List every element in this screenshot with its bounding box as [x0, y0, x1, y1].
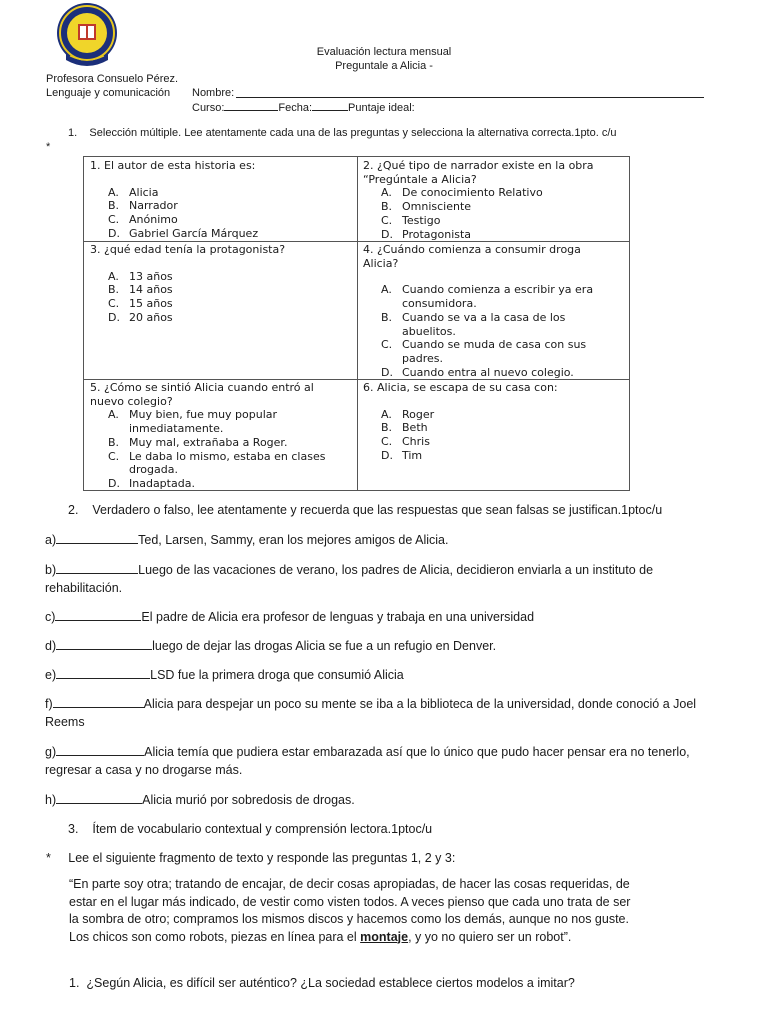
comprehension-question [69, 976, 575, 990]
item-statement: Alicia para despejar un poco su mente se iba a la biblioteca de la universidad, donde conoció a Joel Reems [45, 697, 697, 729]
option-letter: D. [108, 310, 120, 324]
option-text: 20 años [129, 310, 173, 324]
answer-option[interactable] [90, 408, 354, 435]
question-cell [357, 157, 629, 241]
answer-option[interactable] [363, 449, 629, 463]
option-letter: D. [108, 476, 120, 490]
option-text: Narrador [129, 199, 178, 213]
option-letter: A. [108, 269, 119, 283]
item-statement: Luego de las vacaciones de verano, los padres de Alicia, decidieron enviarla a un instituto de rehabilitación. [45, 563, 654, 595]
answer-option[interactable] [363, 408, 629, 422]
section-number: 1. [68, 127, 78, 139]
answer-blank[interactable] [55, 609, 141, 621]
answer-option[interactable] [363, 186, 629, 200]
multiple-choice-table [83, 156, 630, 491]
nombre-label: Nombre: [192, 87, 235, 99]
answer-option[interactable] [90, 213, 357, 227]
question-cell [84, 157, 357, 241]
answer-option[interactable] [90, 227, 357, 241]
reading-instruction: Lee el siguiente fragmento de texto y responde las preguntas 1, 2 y 3: [68, 851, 456, 865]
option-letter: C. [381, 435, 393, 449]
question-cell [357, 241, 611, 379]
option-text: Le daba lo mismo, estaba en clases drogada. [129, 449, 326, 477]
prompt-line: Alicia? [363, 256, 399, 270]
item-label: e) [45, 668, 57, 682]
puntaje-label: Puntaje ideal: [348, 102, 415, 114]
answer-blank[interactable] [56, 744, 144, 756]
section-number: 3. [68, 822, 79, 836]
option-text: Muy bien, fue muy popular inmediatamente. [129, 408, 278, 436]
item-statement: El padre de Alicia era profesor de lenguas y trabaja en una universidad [141, 610, 535, 624]
option-text: Tim [402, 448, 423, 462]
option-letter: B. [381, 310, 393, 324]
question-text: ¿Según Alicia, es difícil ser auténtico? ¿La sociedad establece ciertos modelos a imitar? [86, 976, 575, 990]
true-false-item [45, 531, 725, 549]
item-statement: Ted, Larsen, Sammy, eran los mejores amigos de Alicia. [138, 533, 449, 547]
answer-blank[interactable] [56, 638, 152, 650]
true-false-item [45, 561, 725, 597]
option-letter: C. [381, 338, 393, 352]
item-label: d) [45, 639, 57, 653]
option-text: Omnisciente [402, 200, 472, 214]
true-false-item [45, 608, 725, 626]
option-letter: D. [108, 226, 120, 240]
option-text: Anónimo [129, 213, 178, 227]
answer-option[interactable] [90, 450, 354, 477]
item-statement: LSD fue la primera droga que consumió Alicia [150, 668, 404, 682]
answer-option[interactable] [363, 283, 611, 310]
option-letter: A. [381, 407, 392, 421]
question-cell [84, 379, 354, 491]
answer-option[interactable] [90, 186, 357, 200]
option-text: Testigo [402, 213, 441, 227]
option-letter: A. [108, 185, 119, 199]
option-letter: A. [381, 283, 392, 297]
answer-option[interactable] [363, 228, 629, 242]
bullet-marker: * [46, 141, 51, 153]
answer-option[interactable] [363, 338, 611, 365]
question-number: 1. [69, 976, 80, 990]
curso-label: Curso: [192, 102, 225, 114]
prompt-line: 5. ¿Cómo se sintió Alicia cuando entró al [90, 381, 314, 394]
item-label: b) [45, 563, 57, 577]
section-2-heading [68, 503, 662, 517]
answer-blank[interactable] [56, 562, 138, 574]
option-text: 13 años [129, 269, 173, 283]
answer-option[interactable] [90, 199, 357, 213]
option-text: Cuando entra al nuevo colegio. [402, 365, 574, 379]
question-prompt: 6. Alicia, se escapa de su casa con: [363, 381, 558, 394]
option-letter: B. [108, 199, 120, 213]
bullet-marker: * [46, 851, 51, 865]
item-label: c) [45, 610, 56, 624]
course-info-row [192, 100, 415, 114]
item-statement: Alicia temía que pudiera estar embarazada así que lo único que pudo hacer pensar era no tenerlo, regresar a casa y no drogarse más. [45, 745, 690, 777]
option-text: Gabriel García Márquez [129, 226, 259, 240]
section-1-heading [68, 127, 617, 139]
option-letter: C. [108, 213, 120, 227]
quote-text: , y yo no quiero ser un robot”. [408, 929, 572, 944]
option-letter: C. [381, 213, 393, 227]
curso-field[interactable] [224, 100, 278, 111]
section-instruction: Verdadero o falso, lee atentamente y recuerda que las respuestas que sean falsas se justifican.1ptoc/u [92, 503, 663, 517]
prompt-line: 2. ¿Qué tipo de narrador existe en la obra [363, 159, 594, 172]
answer-option[interactable] [363, 200, 629, 214]
option-letter: B. [381, 421, 393, 435]
answer-option[interactable] [363, 435, 629, 449]
answer-option[interactable] [363, 366, 611, 380]
true-false-item [45, 743, 725, 779]
answer-option[interactable] [90, 477, 354, 491]
question-cell [357, 379, 629, 463]
prompt-line: 4. ¿Cuándo comienza a consumir droga [363, 243, 581, 256]
option-text: Roger [402, 407, 435, 421]
option-letter: D. [381, 448, 393, 462]
option-text: Cuando se muda de casa con sus padres. [402, 338, 587, 365]
text-fragment-quote [69, 876, 634, 946]
evaluation-title: Evaluación lectura mensual [316, 46, 452, 58]
item-label: a) [45, 533, 57, 547]
reading-instruction-row [46, 851, 455, 865]
true-false-item [45, 637, 725, 655]
option-text: Chris [402, 435, 430, 449]
question-prompt: 3. ¿qué edad tenía la protagonista? [90, 243, 286, 256]
evaluation-subtitle: Preguntale a Alicia - [335, 60, 433, 72]
answer-option[interactable] [363, 311, 611, 338]
option-text: Inadaptada. [129, 476, 195, 490]
option-letter: B. [108, 283, 120, 297]
section-instruction: Selección múltiple. Lee atentamente cada una de las preguntas y selecciona la alternativa correcta.1pto. c/u [89, 127, 617, 139]
item-label: g) [45, 745, 57, 759]
option-letter: B. [381, 200, 393, 214]
fecha-field[interactable] [312, 100, 348, 111]
section-instruction: Ítem de vocabulario contextual y comprensión lectora.1ptoc/u [92, 822, 433, 836]
option-letter: A. [381, 186, 392, 200]
fecha-label: Fecha: [278, 102, 313, 114]
option-text: 15 años [129, 297, 173, 311]
nombre-field[interactable] [236, 97, 704, 98]
option-letter: C. [108, 297, 120, 311]
vocabulary-keyword: montaje [360, 929, 409, 944]
option-text: 14 años [129, 283, 173, 297]
answer-option[interactable] [90, 270, 357, 284]
option-letter: A. [108, 408, 119, 422]
answer-option[interactable] [363, 421, 629, 435]
answer-blank[interactable] [56, 792, 142, 804]
option-letter: C. [108, 449, 120, 463]
answer-option[interactable] [90, 311, 357, 325]
true-false-item [45, 695, 725, 731]
option-letter: B. [108, 435, 120, 449]
option-text: Cuando se va a la casa de los abuelitos. [402, 310, 566, 338]
prompt-line: nuevo colegio? [90, 394, 173, 408]
quote-text: “En parte soy otra; tratando de encajar, de decir cosas apropiadas, de hacer las cosas requeridas, de estar en el lugar más indicado, de vestir como visten todos. A veces pienso que cada uno trata de ser la sombra de otro; compramos los mismos discos y hacemos como los demás, aunque no nos guste. Los chicos son como robots, piezas en línea para el [69, 877, 631, 944]
item-statement: luego de dejar las drogas Alicia se fue a un refugio en Denver. [152, 639, 497, 653]
answer-option[interactable] [90, 436, 354, 450]
answer-blank[interactable] [56, 667, 150, 679]
item-statement: Alicia murió por sobredosis de drogas. [142, 793, 355, 807]
true-false-item [45, 666, 725, 684]
item-label: f) [45, 697, 53, 711]
answer-blank[interactable] [56, 532, 138, 544]
prompt-line: “Pregúntale a Alicia? [363, 172, 477, 186]
answer-option[interactable] [90, 297, 357, 311]
teacher-name: Profesora Consuelo Pérez. [46, 73, 179, 85]
answer-option[interactable] [90, 283, 357, 297]
option-text: Beth [402, 421, 428, 435]
subject-name: Lenguaje y comunicación [46, 87, 171, 99]
section-3-heading [68, 822, 432, 836]
item-label: h) [45, 793, 57, 807]
option-letter: D. [381, 365, 393, 379]
answer-blank[interactable] [53, 696, 144, 708]
answer-option[interactable] [363, 214, 629, 228]
option-text: Protagonista [402, 227, 472, 241]
option-text: Alicia [129, 185, 159, 199]
option-letter: D. [381, 227, 393, 241]
question-prompt [363, 159, 629, 173]
section-number: 2. [68, 503, 79, 517]
option-text: Cuando comienza a escribir ya era consumidora. [402, 283, 594, 311]
question-prompt: 1. El autor de esta historia es: [90, 159, 256, 172]
true-false-item [45, 791, 725, 809]
question-cell [84, 241, 357, 325]
option-text: Muy mal, extrañaba a Roger. [129, 435, 288, 449]
option-text: De conocimiento Relativo [402, 186, 543, 200]
